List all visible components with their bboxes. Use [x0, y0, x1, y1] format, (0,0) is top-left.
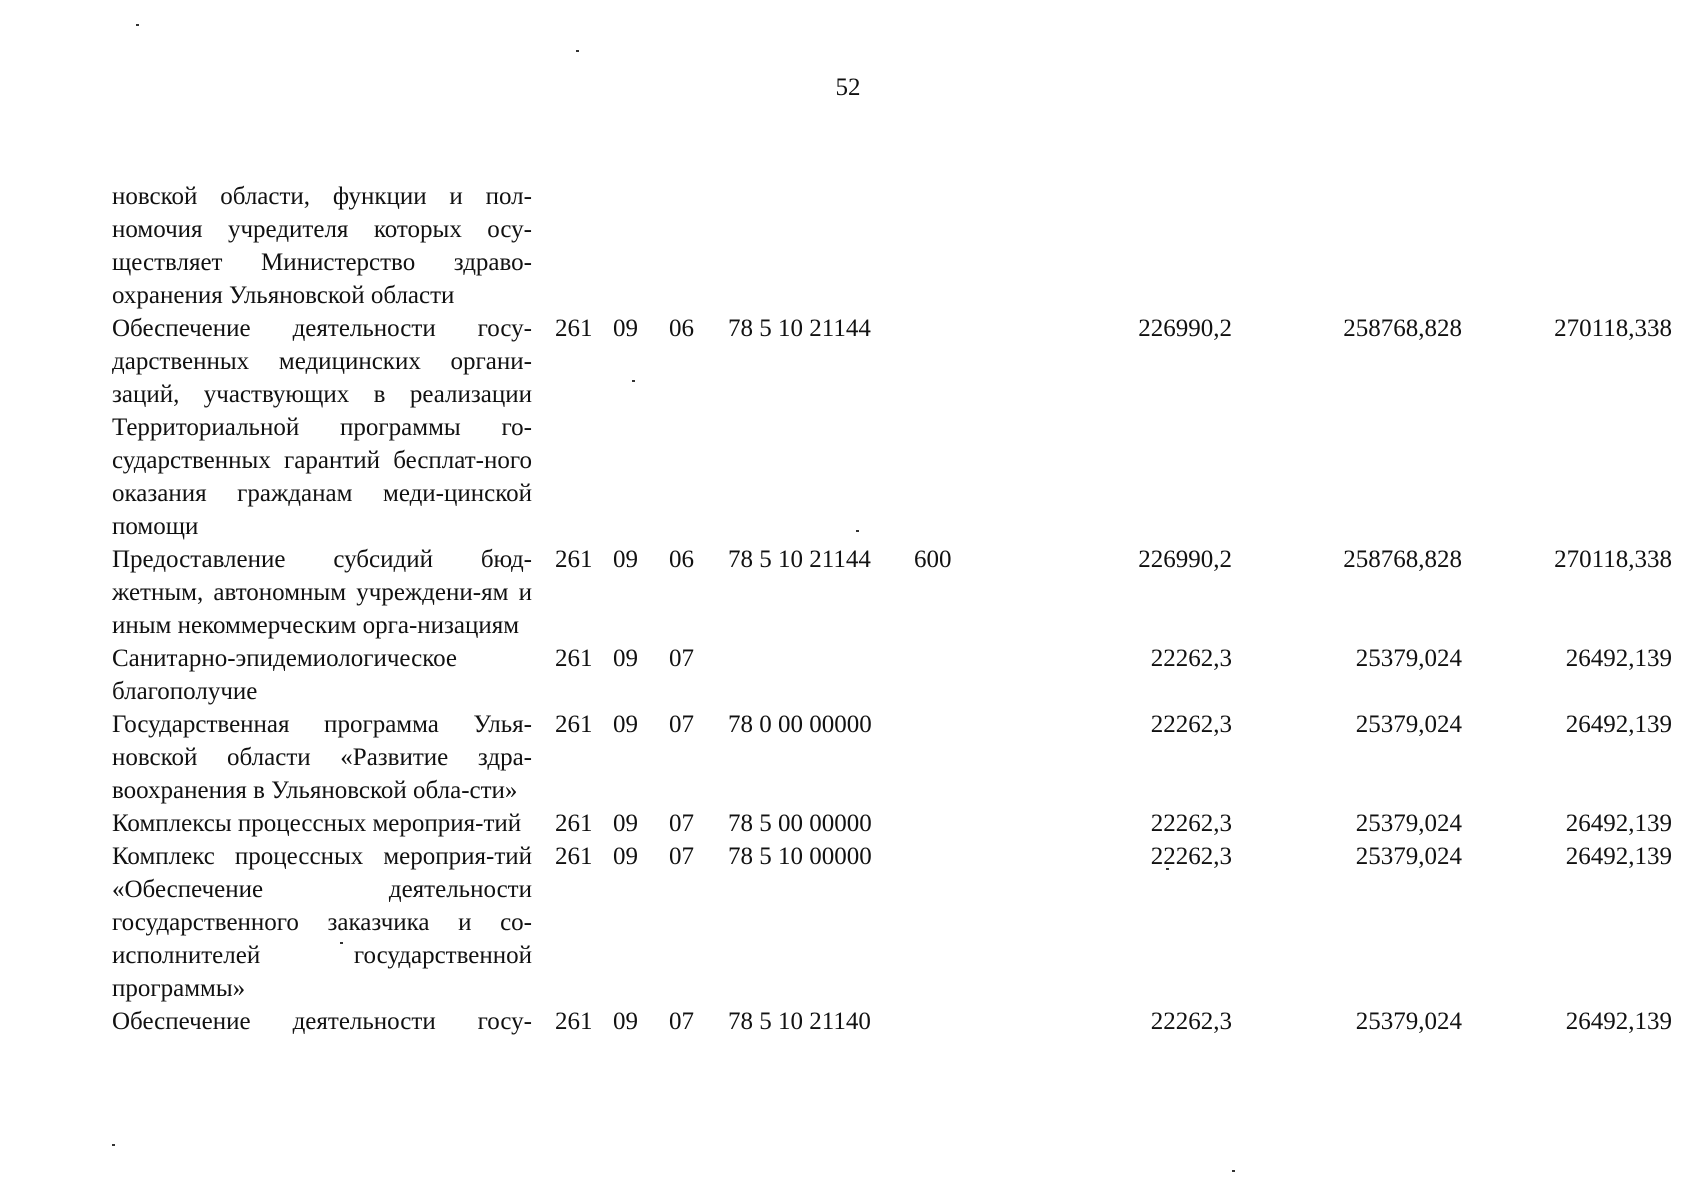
amount-year-1: 22262,3 — [1150, 711, 1232, 738]
amount-year-1: 22262,3 — [1150, 810, 1232, 837]
section-code: 09 — [613, 645, 638, 672]
row-description: Обеспечение деятельности госу- — [112, 1008, 532, 1035]
amount-year-3: 270118,338 — [1554, 546, 1672, 573]
table-row — [112, 642, 1672, 708]
section-code: 09 — [613, 711, 638, 738]
row-description: Комплекс процессных мероприя-тий «Обеспечение деятельности государственного заказчика и со-исполнителей государственной программы» — [112, 843, 532, 1002]
amount-year-2: 258768,828 — [1343, 315, 1462, 342]
scan-speck — [136, 24, 139, 26]
expense-type-code: 600 — [914, 546, 952, 573]
target-article-code: 78 5 10 00000 — [728, 843, 872, 870]
amount-year-1: 22262,3 — [1150, 1008, 1232, 1035]
amount-year-3: 26492,139 — [1565, 843, 1672, 870]
grbs-code: 261 — [555, 810, 593, 837]
row-description: Обеспечение деятельности госу-дарственных медицинских органи-заций, участвующих в реализации Территориальной программы го-сударственных гарантий бесплат-ного оказания гражданам меди-цинской помощи — [112, 315, 532, 540]
grbs-code: 261 — [555, 711, 593, 738]
subsection-code: 07 — [669, 711, 694, 738]
row-description: новской области, функции и пол-номочия учредителя которых осу-ществляет Министерство здраво-охранения Ульяновской области — [112, 183, 532, 309]
row-description: Государственная программа Улья-новской области «Развитие здра-воохранения в Ульяновской обла-сти» — [112, 711, 532, 804]
amount-year-1: 226990,2 — [1138, 315, 1232, 342]
table-row — [112, 543, 1672, 642]
subsection-code: 07 — [669, 645, 694, 672]
subsection-code: 07 — [669, 810, 694, 837]
amount-year-2: 25379,024 — [1355, 1008, 1462, 1035]
subsection-code: 07 — [669, 843, 694, 870]
amount-year-1: 22262,3 — [1150, 843, 1232, 870]
table-row — [112, 312, 1672, 543]
target-article-code: 78 5 00 00000 — [728, 810, 872, 837]
table-row — [112, 708, 1672, 807]
grbs-code: 261 — [555, 546, 593, 573]
amount-year-2: 258768,828 — [1343, 546, 1462, 573]
budget-table — [112, 180, 1672, 1038]
table-row — [112, 180, 1582, 312]
amount-year-3: 26492,139 — [1565, 711, 1672, 738]
scan-speck — [112, 1144, 115, 1146]
amount-year-3: 270118,338 — [1554, 315, 1672, 342]
grbs-code: 261 — [555, 843, 593, 870]
amount-year-3: 26492,139 — [1565, 810, 1672, 837]
scan-speck — [576, 50, 579, 52]
amount-year-2: 25379,024 — [1355, 843, 1462, 870]
row-description: Предоставление субсидий бюд-жетным, автономным учреждени-ям и иным некоммерческим орга-низациям — [112, 546, 532, 639]
table-row — [112, 807, 1672, 840]
row-description: Комплексы процессных мероприя-тий — [112, 810, 522, 837]
amount-year-1: 22262,3 — [1150, 645, 1232, 672]
section-code: 09 — [613, 315, 638, 342]
target-article-code: 78 5 10 21144 — [728, 546, 871, 573]
amount-year-2: 25379,024 — [1355, 711, 1462, 738]
section-code: 09 — [613, 843, 638, 870]
grbs-code: 261 — [555, 1008, 593, 1035]
target-article-code: 78 5 10 21144 — [728, 315, 871, 342]
target-article-code: 78 5 10 21140 — [728, 1008, 871, 1035]
subsection-code: 06 — [669, 546, 694, 573]
subsection-code: 06 — [669, 315, 694, 342]
amount-year-3: 26492,139 — [1565, 1008, 1672, 1035]
table-row — [112, 840, 1672, 1005]
amount-year-2: 25379,024 — [1355, 810, 1462, 837]
amount-year-3: 26492,139 — [1565, 645, 1672, 672]
target-article-code: 78 0 00 00000 — [728, 711, 872, 738]
row-description: Санитарно-эпидемиологическое благополучие — [112, 645, 458, 705]
subsection-code: 07 — [669, 1008, 694, 1035]
section-code: 09 — [613, 546, 638, 573]
amount-year-2: 25379,024 — [1355, 645, 1462, 672]
grbs-code: 261 — [555, 315, 593, 342]
section-code: 09 — [613, 810, 638, 837]
section-code: 09 — [613, 1008, 638, 1035]
amount-year-1: 226990,2 — [1138, 546, 1232, 573]
grbs-code: 261 — [555, 645, 593, 672]
scan-speck — [1232, 1170, 1235, 1172]
page-number: 52 — [835, 74, 861, 101]
table-row — [112, 1005, 1672, 1038]
